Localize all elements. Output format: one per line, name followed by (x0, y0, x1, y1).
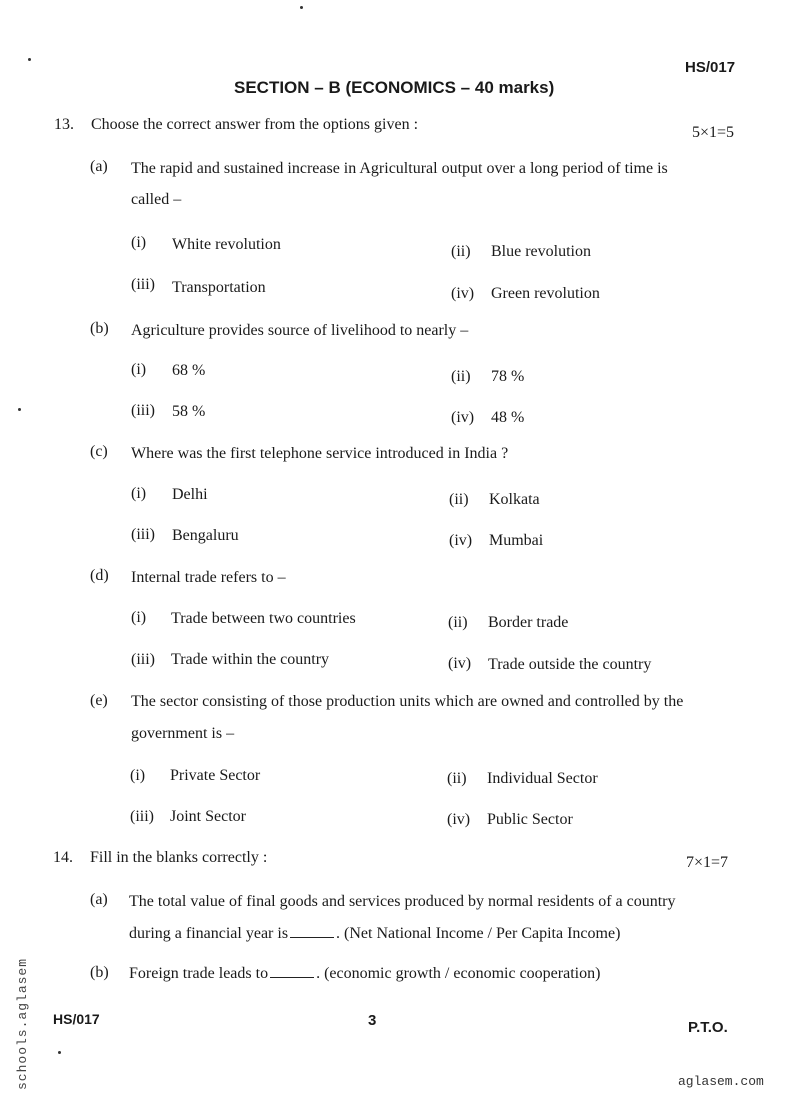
option-number: (i) (131, 234, 147, 251)
pto-note: P.T.O. (688, 1019, 728, 1036)
option-number: (i) (131, 609, 147, 626)
part-label: (a) (90, 158, 108, 175)
option-text: Trade between two countries (171, 610, 356, 627)
option-text: Joint Sector (170, 808, 246, 825)
option-number: (ii) (449, 491, 469, 508)
option-number: (iii) (130, 808, 154, 825)
part-text: Where was the first telephone service introduced in India ? (131, 445, 509, 462)
side-watermark: schools.aglasem (15, 957, 30, 1090)
section-title: SECTION – B (ECONOMICS – 40 marks) (234, 78, 555, 97)
option-number: (iii) (131, 402, 155, 419)
option-text: Bengaluru (172, 527, 239, 544)
option-text: Individual Sector (487, 770, 598, 787)
option-text: White revolution (172, 236, 281, 253)
option-number: (iii) (131, 276, 155, 293)
option-number: (iii) (131, 651, 155, 668)
option-number: (iv) (449, 532, 473, 549)
part-text: The total value of final goods and services produced by normal residents of a country (129, 893, 676, 910)
fill-blank-line (129, 925, 620, 943)
option-number: (ii) (451, 243, 471, 260)
part-text: The rapid and sustained increase in Agricultural output over a long period of time is (131, 160, 668, 177)
option-text: Public Sector (487, 811, 573, 828)
question-number: 14. (53, 849, 73, 866)
option-number: (ii) (451, 368, 471, 385)
corner-watermark: aglasem.com (678, 1074, 764, 1089)
option-text: Mumbai (489, 532, 544, 549)
part-label: (c) (90, 443, 108, 460)
option-number: (i) (131, 485, 147, 502)
speck (28, 58, 31, 61)
question-marks: 5×1=5 (692, 124, 735, 141)
part-label: (b) (90, 320, 109, 337)
option-number: (i) (131, 361, 147, 378)
fill-blank-line (129, 965, 600, 983)
part-label: (b) (90, 964, 109, 981)
option-number: (iv) (451, 285, 475, 302)
part-text: during a financial year is (129, 925, 289, 942)
option-number: (ii) (447, 770, 467, 787)
part-label: (e) (90, 692, 108, 709)
option-text: Trade within the country (171, 651, 330, 668)
part-text: The sector consisting of those production units which are owned and controlled by the (131, 693, 684, 710)
answer-blank (270, 977, 314, 978)
option-number: (ii) (448, 614, 468, 631)
page-number: 3 (368, 1012, 377, 1029)
option-text: Trade outside the country (488, 656, 652, 673)
part-label: (a) (90, 891, 108, 908)
option-text: 68 % (172, 362, 206, 379)
part-text: called – (131, 191, 182, 208)
option-text: Transportation (172, 279, 266, 296)
part-text: Foreign trade leads to (129, 965, 269, 982)
part-text: . (Net National Income / Per Capita Income) (336, 925, 621, 942)
speck (300, 6, 303, 9)
option-text: Border trade (488, 614, 569, 631)
part-text: Agriculture provides source of livelihood to nearly – (131, 322, 469, 339)
option-text: Kolkata (489, 491, 540, 508)
speck (18, 408, 21, 411)
option-text: 78 % (491, 368, 525, 385)
question-number: 13. (54, 116, 74, 133)
part-text: . (economic growth / economic cooperation) (316, 965, 601, 982)
option-text: Private Sector (170, 767, 261, 784)
speck (58, 1051, 61, 1054)
option-number: (iii) (131, 526, 155, 543)
option-number: (i) (130, 767, 146, 784)
option-text: 58 % (172, 403, 206, 420)
option-number: (iv) (448, 655, 472, 672)
question-text: Choose the correct answer from the options given : (91, 116, 419, 133)
header-paper-code: HS/017 (685, 59, 736, 76)
question-text: Fill in the blanks correctly : (90, 849, 268, 866)
question-marks: 7×1=7 (686, 854, 729, 871)
option-text: Delhi (172, 486, 208, 503)
footer-paper-code: HS/017 (53, 1011, 100, 1027)
option-text: Blue revolution (491, 243, 591, 260)
option-number: (iv) (451, 409, 475, 426)
part-text: government is – (131, 725, 235, 742)
option-text: Green revolution (491, 285, 600, 302)
option-text: 48 % (491, 409, 525, 426)
option-number: (iv) (447, 811, 471, 828)
part-label: (d) (90, 567, 109, 584)
answer-blank (290, 937, 334, 938)
part-text: Internal trade refers to – (131, 569, 286, 586)
